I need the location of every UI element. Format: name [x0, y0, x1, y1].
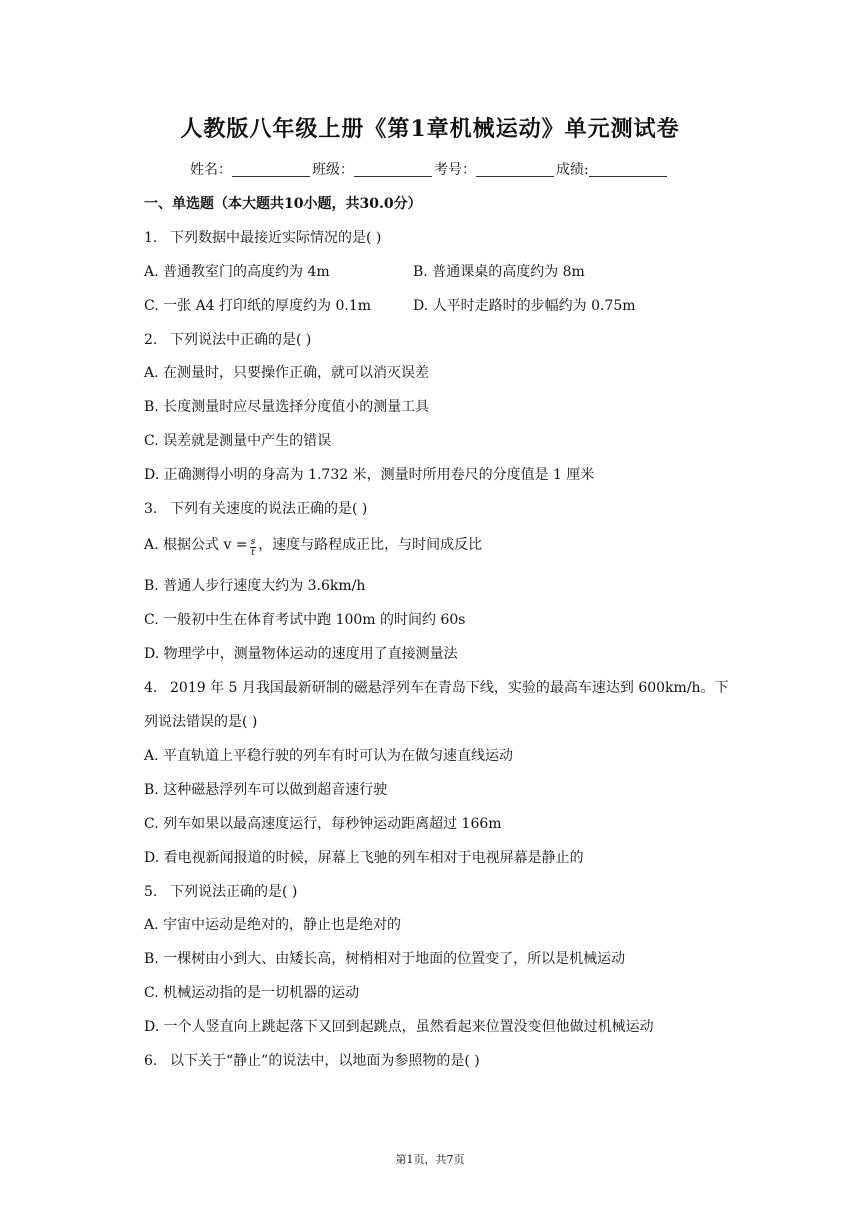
- q4-option-b: B. 这种磁悬浮列车可以做到超音速行驶: [144, 782, 388, 798]
- q5-option-c: C. 机械运动指的是一切机器的运动: [144, 985, 360, 1001]
- student-info-line: [190, 159, 669, 179]
- q3-option-d: D. 物理学中，测量物体运动的速度用了直接测量法: [144, 646, 458, 662]
- question-stem: 下列说法中正确的是( ): [170, 332, 312, 348]
- section-header: 一、单选题（本大题共10小题，共30.0分）: [144, 196, 422, 212]
- question-stem: 下列数据中最接近实际情况的是( ): [170, 230, 382, 246]
- question-stem: 下列说法正确的是( ): [170, 884, 298, 900]
- question-1: [144, 227, 381, 247]
- q4-option-c: C. 列车如果以最高速度运行，每秒钟运动距离超过 166m: [144, 816, 502, 832]
- score-label: 成绩:: [556, 162, 589, 178]
- q1-option-a: A. 普通教室门的高度约为 4m: [144, 264, 330, 280]
- q1-option-b: B. 普通课桌的高度约为 8m: [413, 264, 585, 280]
- question-5: [144, 881, 297, 901]
- velocity-fraction: [250, 537, 257, 558]
- question-3: [144, 498, 367, 518]
- question-number: 2.: [144, 332, 158, 348]
- q2-option-b: B. 长度测量时应尽量选择分度值小的测量工具: [144, 399, 430, 415]
- q2-option-a: A. 在测量时，只要操作正确，就可以消灭误差: [144, 365, 430, 381]
- document-title: 人教版八年级上册《第1章机械运动》单元测试卷: [180, 116, 680, 142]
- q4-option-a: A. 平直轨道上平稳行驶的列车有时可认为在做匀速直线运动: [144, 748, 514, 764]
- class-blank[interactable]: [354, 162, 432, 177]
- q5-option-b: B. 一棵树由小到大、由矮长高，树梢相对于地面的位置变了，所以是机械运动: [144, 951, 626, 967]
- q3-option-a: [144, 534, 482, 558]
- page-footer: 第1页，共7页: [395, 1153, 465, 1166]
- question-stem-line1: 2019 年 5 月我国最新研制的磁悬浮列车在青岛下线，实验的最高车速达到 600km/h。下: [170, 680, 729, 696]
- question-number: 5.: [144, 884, 158, 900]
- q1-option-d: D. 人平时走路时的步幅约为 0.75m: [413, 298, 636, 314]
- question-number: 3.: [144, 501, 158, 517]
- class-label: 班级：: [312, 162, 354, 178]
- name-blank[interactable]: [232, 162, 310, 177]
- name-label: 姓名：: [190, 162, 232, 178]
- q4-option-d: D. 看电视新闻报道的时候，屏幕上飞驰的列车相对于电视屏幕是静止的: [144, 850, 584, 866]
- question-number: 6.: [144, 1053, 158, 1069]
- q3-option-a-prefix: A. 根据公式 v =: [144, 537, 248, 553]
- question-4: [144, 677, 729, 697]
- exam-number-label: 考号：: [434, 162, 476, 178]
- q3-option-a-suffix: ，速度与路程成正比，与时间成反比: [258, 537, 483, 553]
- score-blank[interactable]: [589, 162, 667, 177]
- question-4-stem-line2: 列说法错误的是( ): [144, 714, 258, 730]
- q2-option-c: C. 误差就是测量中产生的错误: [144, 433, 332, 449]
- q5-option-a: A. 宇宙中运动是绝对的，静止也是绝对的: [144, 917, 402, 933]
- q5-option-d: D. 一个人竖直向上跳起落下又回到起跳点，虽然看起来位置没变但他做过机械运动: [144, 1019, 654, 1035]
- question-stem: 下列有关速度的说法正确的是( ): [170, 501, 368, 517]
- question-number: 4.: [144, 680, 158, 696]
- q1-option-c: C. 一张 A4 打印纸的厚度约为 0.1m: [144, 298, 372, 314]
- q3-option-b: B. 普通人步行速度大约为 3.6km/h: [144, 578, 366, 594]
- exam-number-blank[interactable]: [476, 162, 554, 177]
- question-stem: 以下关于“静止”的说法中，以地面为参照物的是( ): [170, 1053, 480, 1069]
- fraction-numerator: s: [250, 537, 256, 547]
- fraction-denominator: t: [251, 548, 255, 558]
- q3-option-c: C. 一般初中生在体育考试中跑 100m 的时间约 60s: [144, 612, 466, 628]
- question-6: [144, 1050, 480, 1070]
- question-2: [144, 329, 311, 349]
- question-number: 1.: [144, 230, 158, 246]
- q2-option-d: D. 正确测得小明的身高为 1.732 米，测量时所用卷尺的分度值是 1 厘米: [144, 467, 595, 483]
